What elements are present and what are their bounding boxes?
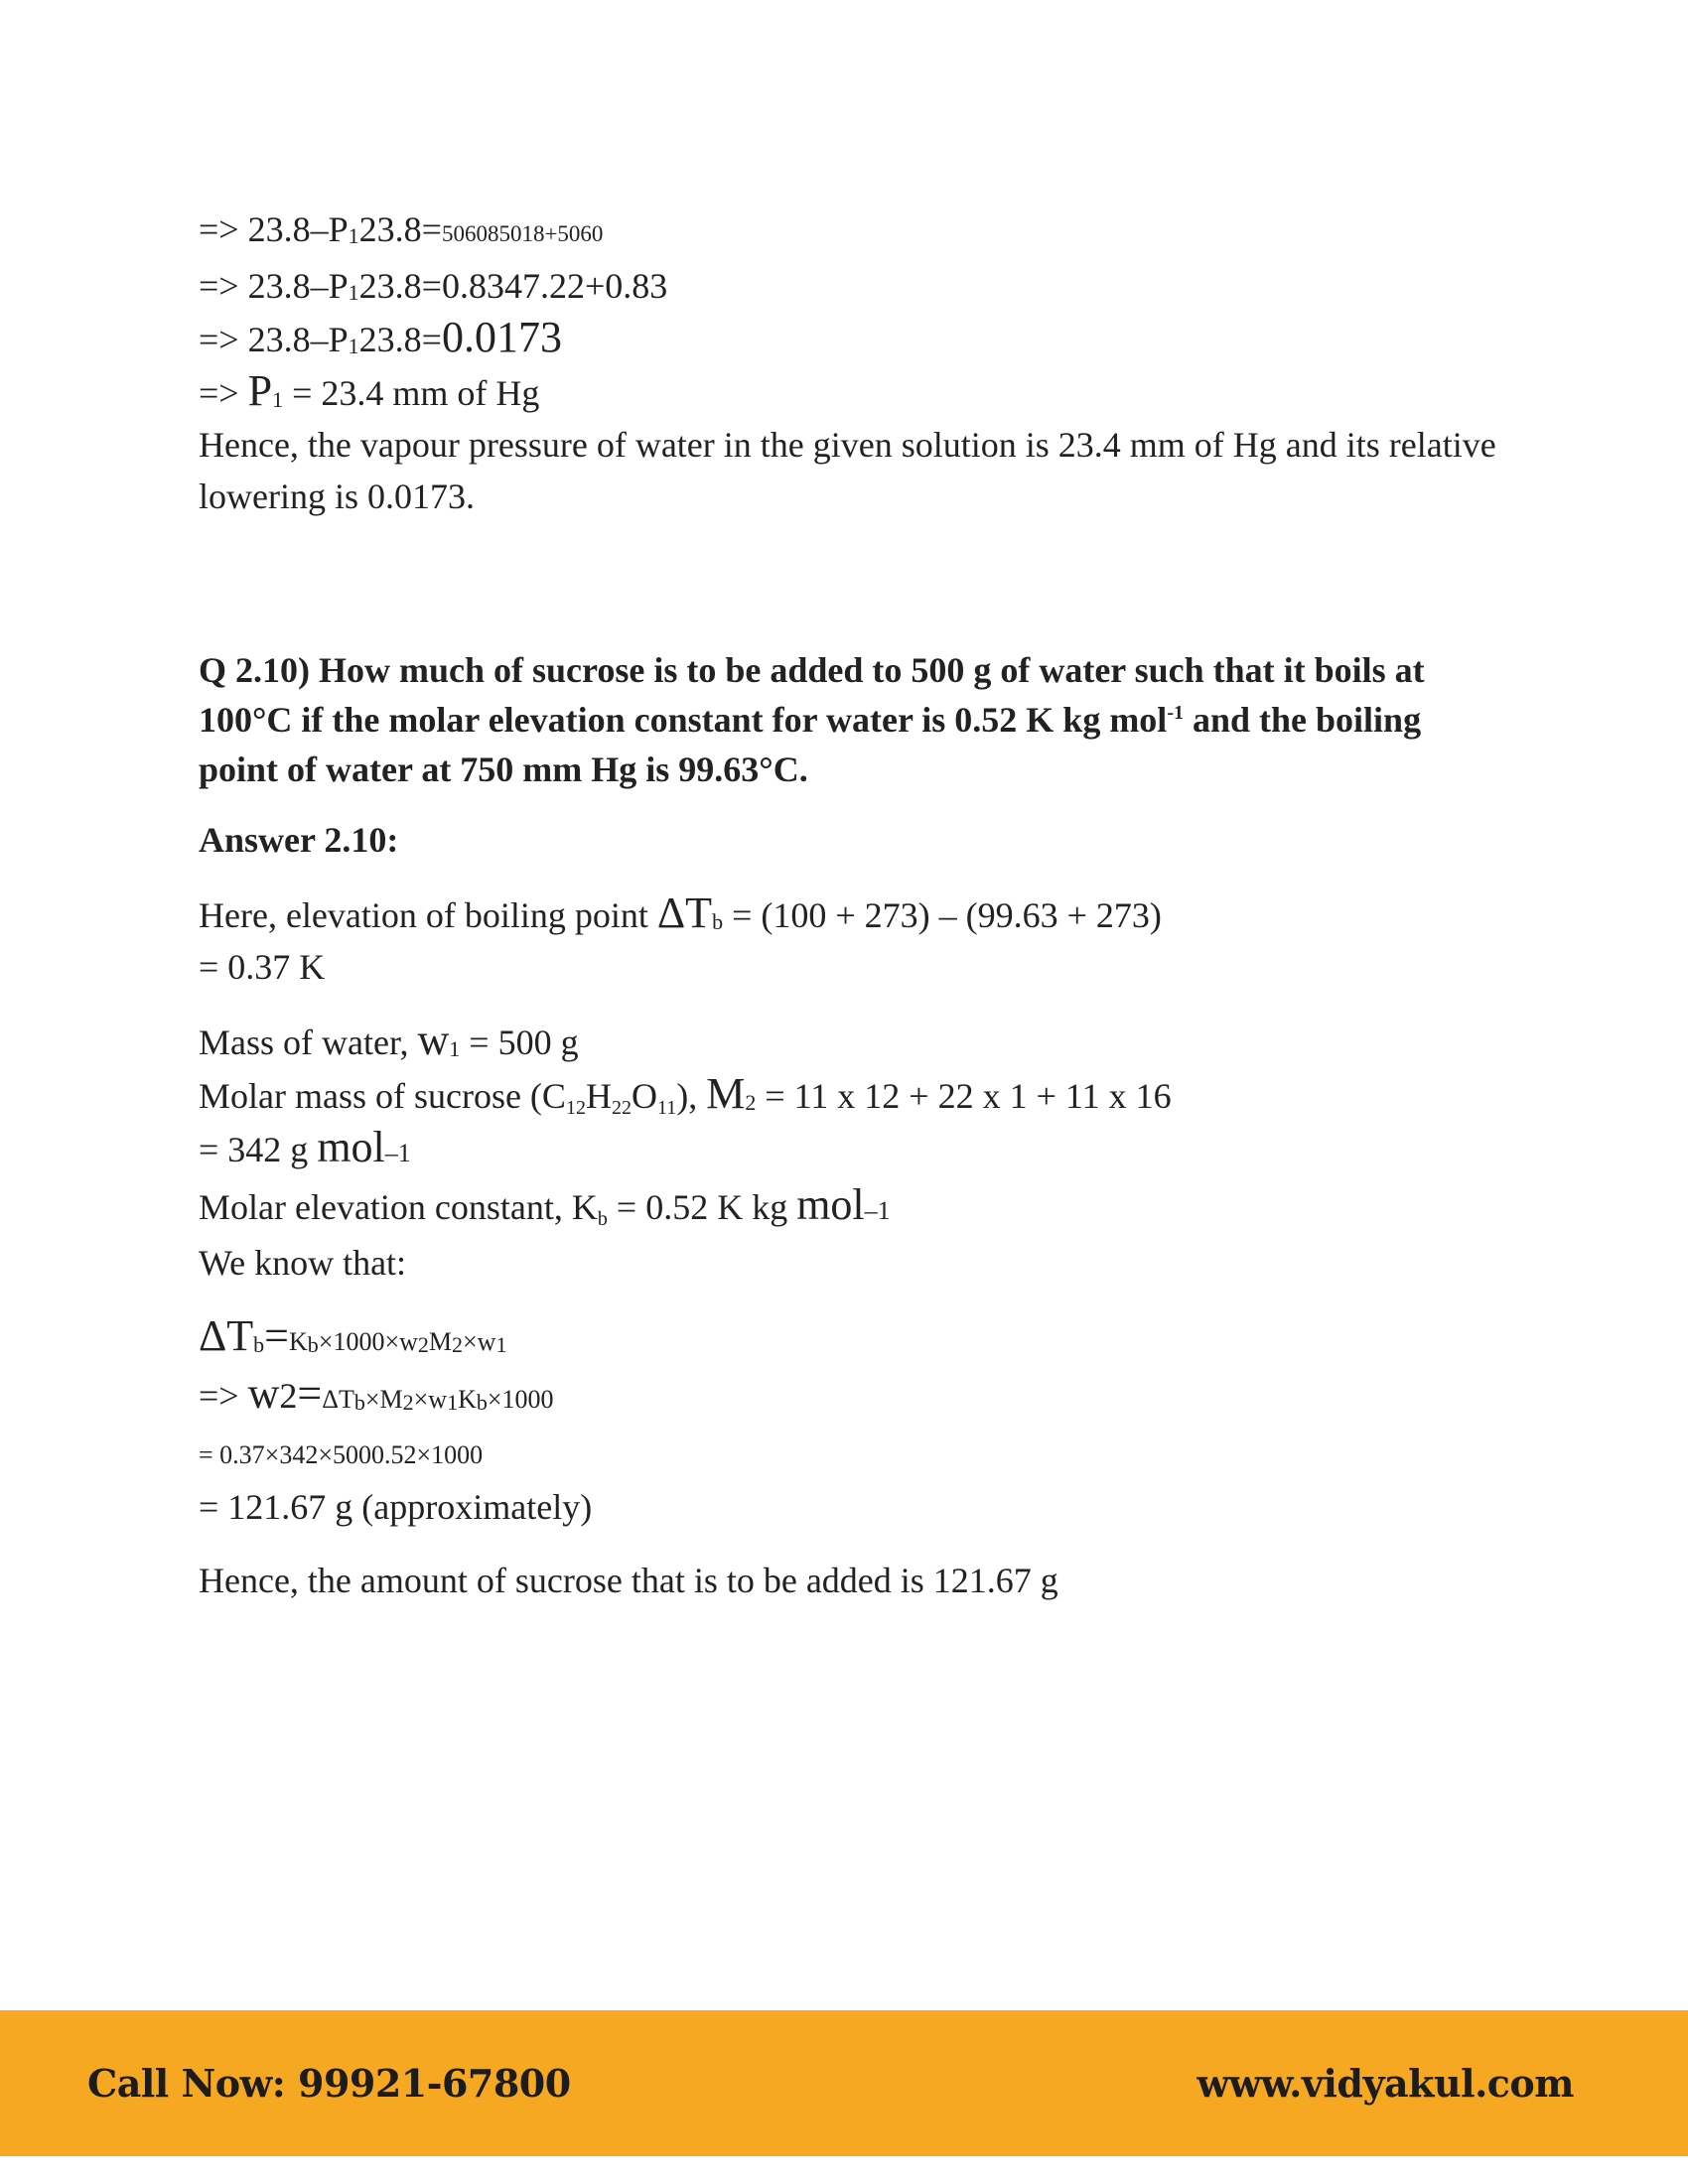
kb-subscript: b	[597, 1208, 608, 1230]
formula-line-4: = 121.67 g (approximately)	[199, 1487, 593, 1527]
molar-symbol: M	[706, 1069, 746, 1118]
answer-title: Answer 2.10:	[199, 820, 399, 860]
eq-fraction-text: 506085018+5060	[441, 221, 604, 246]
molar-text: = 11 x 12 + 22 x 1 + 11 x 16	[756, 1076, 1172, 1116]
formula-subscript: 2	[417, 1332, 429, 1357]
eq-text: 23.8=0.8347.22+0.83	[358, 266, 668, 306]
formula-text: =>	[199, 1376, 248, 1416]
equation-line-4	[199, 365, 1509, 419]
formula-subscript: 22	[611, 1097, 632, 1119]
formula-subscript: 2	[402, 1390, 414, 1415]
formula-symbol: w	[247, 1369, 280, 1418]
delta-symbol: ΔT	[199, 1311, 254, 1360]
kb-text: Molar elevation constant, K	[199, 1187, 598, 1227]
formula-text: ΔT	[322, 1385, 354, 1414]
molar-text: ),	[676, 1076, 707, 1116]
formula-subscript: b	[253, 1332, 265, 1357]
mass-text: Mass of water,	[199, 1023, 418, 1062]
question-superscript: -1	[1167, 702, 1184, 724]
unit-exponent: –1	[384, 1139, 411, 1167]
question-text: Q 2.10) How much of sucrose is to be added to 500 g of water such that it boils at 100°C if the molar elevation constant for water is 0.52 K kg mol	[199, 650, 1425, 740]
formula-subscript: b	[307, 1332, 319, 1357]
eq-subscript: 1	[348, 223, 359, 248]
molar-text: Molar mass of sucrose (C	[199, 1076, 566, 1116]
formula-text: ×M	[364, 1385, 403, 1414]
question-text: and the boiling point of water at 750 mm Hg is 99.63°C.	[199, 700, 1422, 789]
equation-line-1	[199, 204, 1509, 260]
formula-element: O	[631, 1076, 657, 1116]
formula-text: ×w	[463, 1327, 496, 1356]
formula-line-1	[199, 1310, 1509, 1368]
solution-conclusion: Hence, the vapour pressure of water in the given solution is 23.4 mm of Hg and its relative lowering is 0.0173.	[199, 425, 1496, 516]
formula-subscript: b	[353, 1390, 365, 1415]
eq-result: 0.0173	[441, 313, 562, 361]
eq-text: => 23.8–P	[199, 266, 349, 306]
formula-subscript: 2	[452, 1332, 464, 1357]
mass-text: = 500 g	[460, 1023, 579, 1062]
formula-equals: =	[297, 1369, 323, 1418]
formula-element: H	[585, 1076, 612, 1116]
we-know-line: We know that:	[199, 1243, 407, 1283]
eq-symbol: P	[247, 366, 273, 415]
equation-line-2	[199, 260, 1509, 312]
unit-exponent: –1	[864, 1196, 891, 1225]
call-now-text[interactable]: Call Now: 99921-67800	[87, 2061, 571, 2106]
mass-line	[199, 1015, 1509, 1068]
formula-text: ×1000×w	[318, 1327, 418, 1356]
formula-text: ×1000	[487, 1385, 554, 1414]
equation-line-3	[199, 312, 1509, 365]
formula-subscript: 1	[495, 1332, 507, 1357]
eq-subscript: 1	[348, 280, 359, 305]
formula-subscript: 11	[656, 1097, 677, 1119]
kb-text: = 0.52 K kg	[607, 1187, 797, 1227]
eq-subscript: 1	[272, 387, 284, 412]
eq-text: => 23.8–P	[199, 209, 349, 249]
elevation-result: = 0.37 K	[199, 947, 326, 987]
eq-text: 23.8=	[358, 320, 442, 359]
eq-text: => 23.8–P	[199, 320, 349, 359]
page-content	[199, 204, 1509, 1606]
molar-mass-result	[199, 1122, 1509, 1179]
website-link[interactable]: www.vidyakul.com	[1196, 2061, 1574, 2106]
formula-line-2	[199, 1368, 1509, 1426]
elev-subscript: b	[712, 909, 724, 934]
mass-subscript: 1	[449, 1036, 461, 1061]
elev-text: = (100 + 273) – (99.63 + 273)	[723, 895, 1162, 935]
formula-equals: =	[264, 1311, 289, 1360]
footer-bar	[0, 2010, 1688, 2156]
molar-result-text: = 342 g	[199, 1130, 318, 1169]
eq-text: 23.8=	[358, 209, 442, 249]
formula-text: K	[458, 1385, 477, 1414]
formula-text: K	[289, 1327, 308, 1356]
eq-text: = 23.4 mm of Hg	[283, 373, 540, 413]
question-2-10	[199, 645, 1509, 794]
kb-line	[199, 1179, 1509, 1237]
unit-mol: mol	[796, 1180, 865, 1229]
formula-subscript: 1	[447, 1390, 459, 1415]
formula-text: ×w	[413, 1385, 448, 1414]
eq-subscript: 1	[348, 334, 359, 358]
formula-text: M	[428, 1327, 453, 1356]
formula-subscript: b	[476, 1390, 488, 1415]
molar-mass-line	[199, 1068, 1509, 1122]
elev-text: Here, elevation of boiling point	[199, 895, 657, 935]
formula-line-3	[199, 1426, 1509, 1481]
formula-text: = 0.37×342×5000.52×1000	[199, 1440, 484, 1469]
formula-subscript: 12	[565, 1097, 586, 1119]
molar-subscript: 2	[745, 1090, 757, 1115]
eq-text: =>	[199, 373, 248, 413]
unit-mol: mol	[317, 1123, 385, 1171]
mass-symbol: w	[417, 1016, 450, 1064]
formula-subscript: 2	[279, 1376, 298, 1416]
delta-symbol: ΔT	[656, 888, 713, 937]
answer-conclusion: Hence, the amount of sucrose that is to be added is 121.67 g	[199, 1561, 1058, 1600]
elevation-line	[199, 887, 1509, 941]
